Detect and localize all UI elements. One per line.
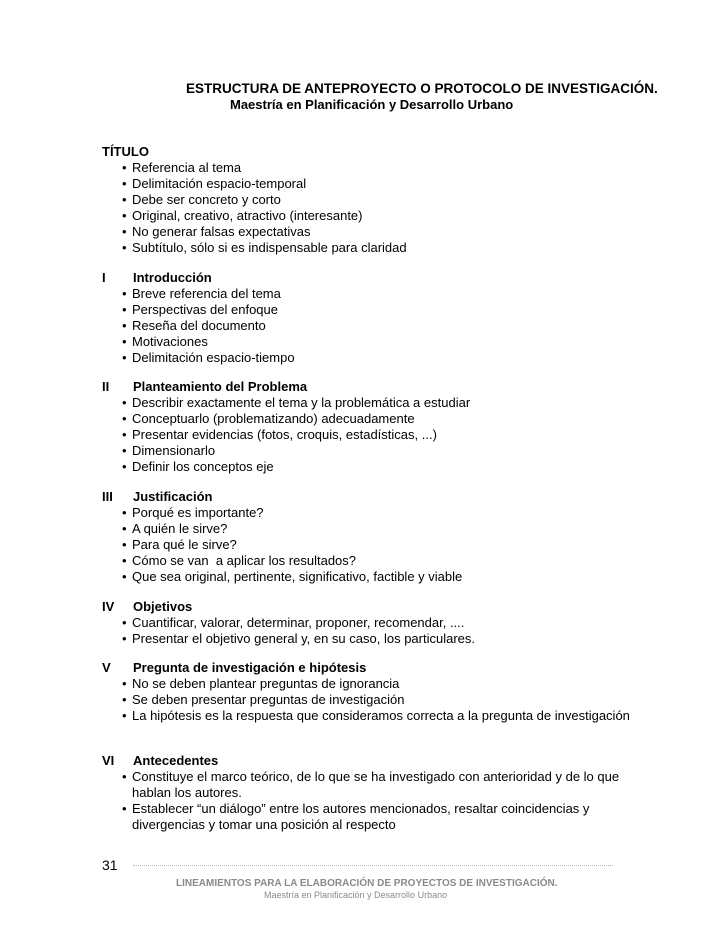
list-item: • No generar falsas expectativas [122,224,311,239]
section-heading [102,379,662,395]
list-item: • Cuantificar, valorar, determinar, proponer, recomendar, .... [122,615,465,630]
bullet-icon: • [122,302,127,317]
list-item: • Presentar el objetivo general y, en su caso, los particulares. [122,631,475,646]
section-list [102,395,662,475]
list-item: • A quién le sirve? [122,521,228,536]
bullet-icon: • [122,459,127,474]
bullet-icon: • [122,801,127,816]
list-item: • Describir exactamente el tema y la problemática a estudiar [122,395,471,410]
list-item: • Subtítulo, sólo si es indispensable para claridad [122,240,407,255]
list-item: • Reseña del documento [122,318,266,333]
section-title: Justificación [133,489,213,504]
bullet-icon: • [122,411,127,426]
section-title: Antecedentes [133,753,219,768]
list-item: • Presentar evidencias (fotos, croquis, estadísticas, ...) [122,427,437,442]
list-item: • Dimensionarlo [122,443,216,458]
bullet-icon: • [122,395,127,410]
list-item: • Para qué le sirve? [122,537,237,552]
section-titulo [102,144,662,256]
list-item: • Referencia al tema [122,160,242,175]
list-item: • Delimitación espacio-tiempo [122,350,295,365]
bullet-icon: • [122,334,127,349]
list-item: • Porqué es importante? [122,505,264,520]
document-subtitle: Maestría en Planificación y Desarrollo Urbano [230,97,514,112]
bullet-icon: • [122,769,127,784]
section-title: TÍTULO [102,144,149,159]
section-pregunta [102,660,662,724]
bullet-icon: • [122,631,127,646]
section-introduccion [102,270,662,366]
section-heading [102,489,662,505]
section-title: Pregunta de investigación e hipótesis [133,660,367,675]
bullet-icon: • [122,553,127,568]
bullet-icon: • [122,240,127,255]
section-title: Introducción [133,270,212,285]
section-number: IV [102,599,115,614]
list-item: • Se deben presentar preguntas de investigación [122,692,405,707]
bullet-icon: • [122,192,127,207]
list-item: • Perspectivas del enfoque [122,302,278,317]
footer-title: LINEAMIENTOS PARA LA ELABORACIÓN DE PROYECTOS DE INVESTIGACIÓN. [176,878,558,889]
bullet-icon: • [122,676,127,691]
footer-subtitle: Maestría en Planificación y Desarrollo Urbano [264,890,448,900]
section-heading [102,660,662,676]
list-item: • Constituye el marco teórico, de lo que se ha investigado con anterioridad y de lo que hablan los autores. [122,769,623,800]
bullet-icon: • [122,160,127,175]
list-item: • Delimitación espacio-temporal [122,176,307,191]
section-number: I [102,270,106,285]
bullet-icon: • [122,692,127,707]
list-item: • La hipótesis es la respuesta que consideramos correcta a la pregunta de investigación [122,708,630,723]
page-number: 31 [102,857,118,873]
section-list [102,505,662,585]
section-list [102,676,662,724]
list-item: • Que sea original, pertinente, significativo, factible y viable [122,569,463,584]
section-number: II [102,379,110,394]
section-justificacion [102,489,662,585]
section-list [102,286,662,366]
bullet-icon: • [122,224,127,239]
section-title: Planteamiento del Problema [133,379,308,394]
document-title: ESTRUCTURA DE ANTEPROYECTO O PROTOCOLO DE INVESTIGACIÓN. [186,81,658,96]
section-list [102,615,662,647]
section-list [102,769,632,833]
bullet-icon: • [122,569,127,584]
section-planteamiento [102,379,662,475]
bullet-icon: • [122,208,127,223]
section-heading [102,270,662,286]
section-title: Objetivos [133,599,193,614]
bullet-icon: • [122,427,127,442]
section-objetivos [102,599,662,647]
section-heading [102,599,662,615]
section-list [102,160,662,256]
list-item: • No se deben plantear preguntas de ignorancia [122,676,400,691]
section-number: III [102,489,113,504]
list-item: • Cómo se van a aplicar los resultados? [122,553,357,568]
section-number: VI [102,753,115,768]
list-item: • Motivaciones [122,334,208,349]
bullet-icon: • [122,286,127,301]
list-item: • Establecer “un diálogo” entre los autores mencionados, resaltar coincidencias y divergencias y tomar una posición al respecto [122,801,594,832]
list-item: • Debe ser concreto y corto [122,192,281,207]
bullet-icon: • [122,505,127,520]
bullet-icon: • [122,443,127,458]
bullet-icon: • [122,615,127,630]
list-item: • Conceptuarlo (problematizando) adecuadamente [122,411,415,426]
section-number: V [102,660,111,675]
list-item: • Definir los conceptos eje [122,459,274,474]
section-antecedentes [102,753,662,833]
bullet-icon: • [122,350,127,365]
footer-divider [133,865,613,866]
list-item: • Original, creativo, atractivo (interesante) [122,208,363,223]
bullet-icon: • [122,521,127,536]
section-heading [102,753,662,769]
section-heading [102,144,662,160]
list-item: • Breve referencia del tema [122,286,281,301]
bullet-icon: • [122,708,127,723]
bullet-icon: • [122,537,127,552]
bullet-icon: • [122,318,127,333]
bullet-icon: • [122,176,127,191]
